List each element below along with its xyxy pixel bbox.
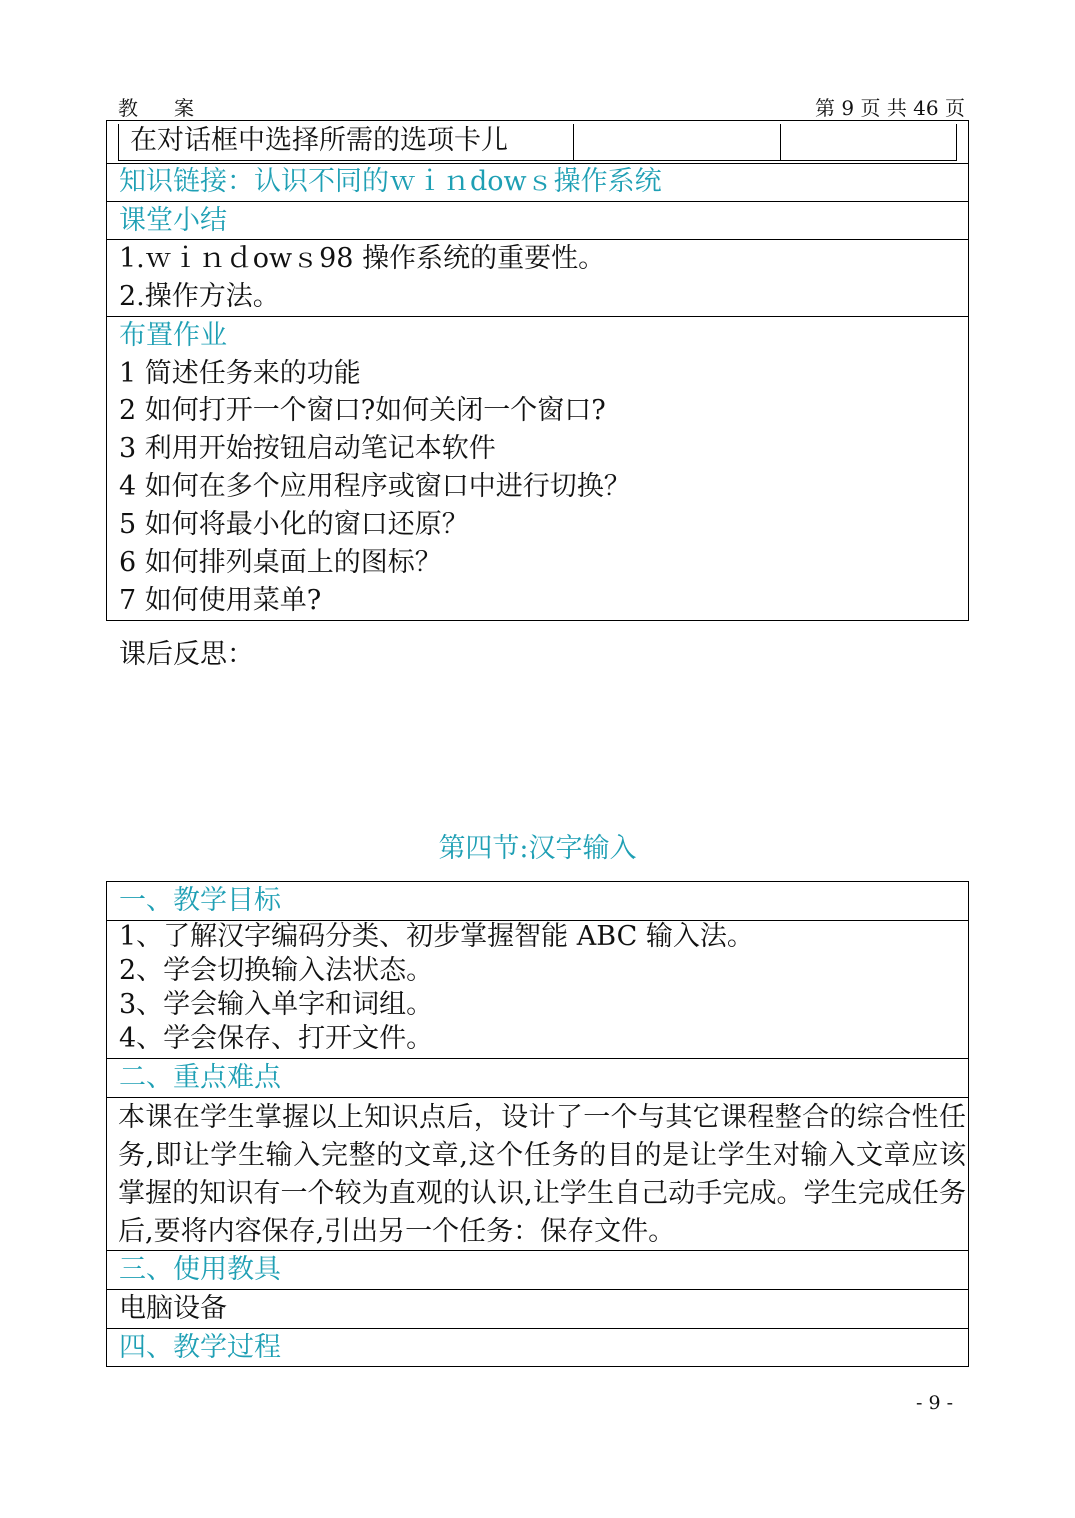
homework-item: 2 如何打开一个窗口?如何关闭一个窗口? [119, 395, 606, 426]
page-number: - 9 - [916, 1392, 954, 1414]
reflection-label: 课后反思： [119, 639, 254, 670]
goals-heading: 一、教学目标 [119, 885, 281, 916]
process-heading: 四、教学过程 [119, 1332, 281, 1363]
homework-item: 7 如何使用菜单? [119, 585, 322, 616]
section-title: 第四节:汉字输入 [438, 833, 637, 864]
homework-item: 1 简述任务来的功能 [119, 358, 361, 389]
homework-item: 5 如何将最小化的窗口还原？ [119, 509, 469, 540]
goal-item: 1、了解汉字编码分类、初步掌握智能 ABC 输入法。 [119, 921, 754, 952]
header-title: 教 案 [118, 96, 202, 120]
homework-item: 6 如何排列桌面上的图标？ [119, 547, 442, 578]
knowledge-link: 知识链接：认识不同的ｗｉｎdowｓ操作系统 [119, 166, 662, 197]
tools-heading: 三、使用教具 [119, 1254, 281, 1285]
header-page-count: 第 9 页 共 46 页 [815, 96, 965, 120]
keypoints-heading: 二、重点难点 [119, 1062, 281, 1093]
tools-value: 电脑设备 [119, 1293, 227, 1324]
option-tab-cell: 在对话框中选择所需的选项卡儿 [130, 125, 508, 156]
goal-item: 4、学会保存、打开文件。 [119, 1023, 434, 1054]
summary-heading: 课堂小结 [119, 205, 227, 236]
homework-item: 3 利用开始按钮启动笔记本软件 [119, 433, 496, 464]
homework-item: 4 如何在多个应用程序或窗口中进行切换？ [119, 471, 631, 502]
summary-item: 1.ｗｉｎｄowｓ98 操作系统的重要性。 [119, 243, 606, 274]
homework-heading: 布置作业 [119, 320, 227, 351]
goal-item: 2、学会切换输入法状态。 [119, 955, 434, 986]
goal-item: 3、学会输入单字和词组。 [119, 989, 434, 1020]
summary-item: 2.操作方法。 [119, 281, 280, 312]
keypoints-paragraph: 本课在学生掌握以上知识点后，设计了一个与其它课程整合的综合性任务,即让学生输入完整的文章,这个任务的目的是让学生对输入文章应该掌握的知识有一个较为直观的认识,让学生自己动手完成。学生完成任务后,要将内容保存,引出另一个任务：保存文件。 [118, 1102, 966, 1247]
